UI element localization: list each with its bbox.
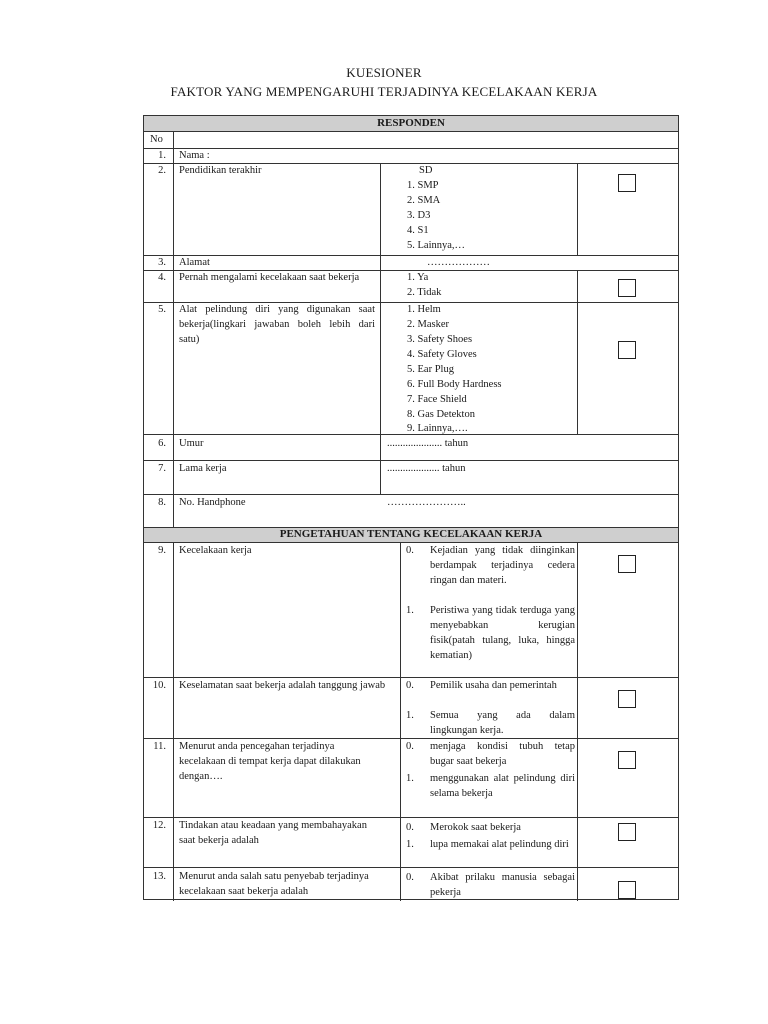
option-text: Peristiwa yang tidak terduga yang menyebabkan kerugian fisik(patah tulang, luka, hingga kematian) [430,605,575,661]
option-1 [406,603,578,663]
answer-checkbox[interactable] [618,341,636,359]
option-apd: 2. Masker [407,319,449,330]
question-penyebab: Menurut anda salah satu penyebab terjadinya kecelakaan saat bekerja adalah [179,871,369,897]
option-marker: 1. [406,839,414,850]
section-header-pengetahuan: PENGETAHUAN TENTANG KECELAKAAN KERJA [144,527,678,542]
option-1 [406,771,578,816]
option-marker: 1. [406,773,414,784]
question-alamat: Alamat [179,257,210,268]
question-alat-pelindung: Alat pelindung diri yang digunakan saat bekerja(lingkari jawaban boleh lebih dari satu) [179,304,375,345]
row-number: 13. [152,871,166,882]
option-0 [406,870,578,900]
row-number: 5. [158,304,166,315]
answer-checkbox[interactable] [618,555,636,573]
question-lama-kerja: Lama kerja [179,463,227,474]
option-apd: 7. Face Shield [407,394,467,405]
row-number: 9. [158,545,166,556]
section-header-responden: RESPONDEN [144,116,678,131]
option-text: Pemilik usaha dan pemerintah [430,680,557,691]
option-pernah: 2. Tidak [407,287,442,298]
option-text: Semua yang ada dalam lingkungan kerja. [430,710,575,736]
option-pendidikan: 1. SMP [407,180,439,191]
question-pencegahan: Menurut anda pencegahan terjadinya kecelakaan di tempat kerja dapat dilakukan dengan…. [179,741,361,782]
row-number: 4. [158,272,166,283]
answer-checkbox[interactable] [618,751,636,769]
option-text: Akibat prilaku manusia sebagai pekerja [430,872,575,898]
row-number: 10. [152,680,166,691]
row-number: 2. [158,165,166,176]
option-text: menjaga kondisi tubuh tetap bugar saat bekerja [430,741,575,767]
row-number: 12. [152,820,166,831]
questionnaire-table [143,115,679,900]
option-apd: 9. Lainnya,…. [407,423,468,434]
option-marker: 0. [406,822,414,833]
answer-blank-umur: ..................... tahun [387,438,469,449]
option-apd: 6. Full Body Hardness [407,379,502,390]
option-text: menggunakan alat pelindung diri selama bekerja [430,773,575,799]
question-pendidikan: Pendidikan terakhir [179,165,262,176]
answer-checkbox[interactable] [618,823,636,841]
option-marker: 0. [406,680,414,691]
option-0 [406,678,578,708]
row-number: 7. [158,463,166,474]
answer-blank-alamat: ……………… [427,257,490,268]
question-keselamatan: Keselamatan saat bekerja adalah tanggung jawab [179,680,386,691]
option-pendidikan: 2. SMA [407,195,441,206]
question-kecelakaan-kerja: Kecelakaan kerja [179,545,252,556]
option-pendidikan: SD [419,165,433,176]
option-1 [406,837,578,867]
option-apd: 8. Gas Detekton [407,409,475,420]
option-text: Kejadian yang tidak diinginkan berdampak terjadinya cedera ringan dan materi. [430,545,575,586]
option-1 [406,708,578,738]
answer-checkbox[interactable] [618,881,636,899]
option-pernah: 1. Ya [407,272,429,283]
question-tindakan: Tindakan atau keadaan yang membahayakan saat bekerja adalah [179,820,367,846]
answer-blank-handphone: ………………….. [387,497,466,508]
row-number: 11. [153,741,166,752]
column-header-no: No [150,134,163,145]
row-number: 6. [158,438,166,449]
option-text: Merokok saat bekerja [430,822,521,833]
option-marker: 0. [406,741,414,752]
option-apd: 4. Safety Gloves [407,349,477,360]
row-number: 8. [158,497,166,508]
answer-checkbox[interactable] [618,174,636,192]
option-apd: 5. Ear Plug [407,364,454,375]
question-nama: Nama : [179,150,210,161]
option-apd: 1. Helm [407,304,441,315]
option-pendidikan: 4. S1 [407,225,429,236]
answer-checkbox[interactable] [618,690,636,708]
option-marker: 0. [406,545,414,556]
question-handphone: No. Handphone [179,497,246,508]
option-marker: 1. [406,710,414,721]
option-apd: 3. Safety Shoes [407,334,473,345]
row-number: 1. [158,150,166,161]
row-number: 3. [158,257,166,268]
option-0 [406,820,578,836]
option-0 [406,543,578,603]
document-subtitle: FAKTOR YANG MEMPENGARUHI TERJADINYA KECELAKAAN KERJA [170,84,598,99]
answer-checkbox[interactable] [618,279,636,297]
question-pernah-kecelakaan: Pernah mengalami kecelakaan saat bekerja [179,272,360,283]
option-pendidikan: 5. Lainnya,… [407,240,466,251]
option-marker: 1. [406,605,414,616]
option-pendidikan: 3. D3 [407,210,431,221]
answer-blank-lama-kerja: .................... tahun [387,463,466,474]
option-0 [406,739,578,769]
option-text: lupa memakai alat pelindung diri [430,839,569,850]
option-marker: 0. [406,872,414,883]
question-umur: Umur [179,438,204,449]
document-title: KUESIONER [346,65,422,80]
